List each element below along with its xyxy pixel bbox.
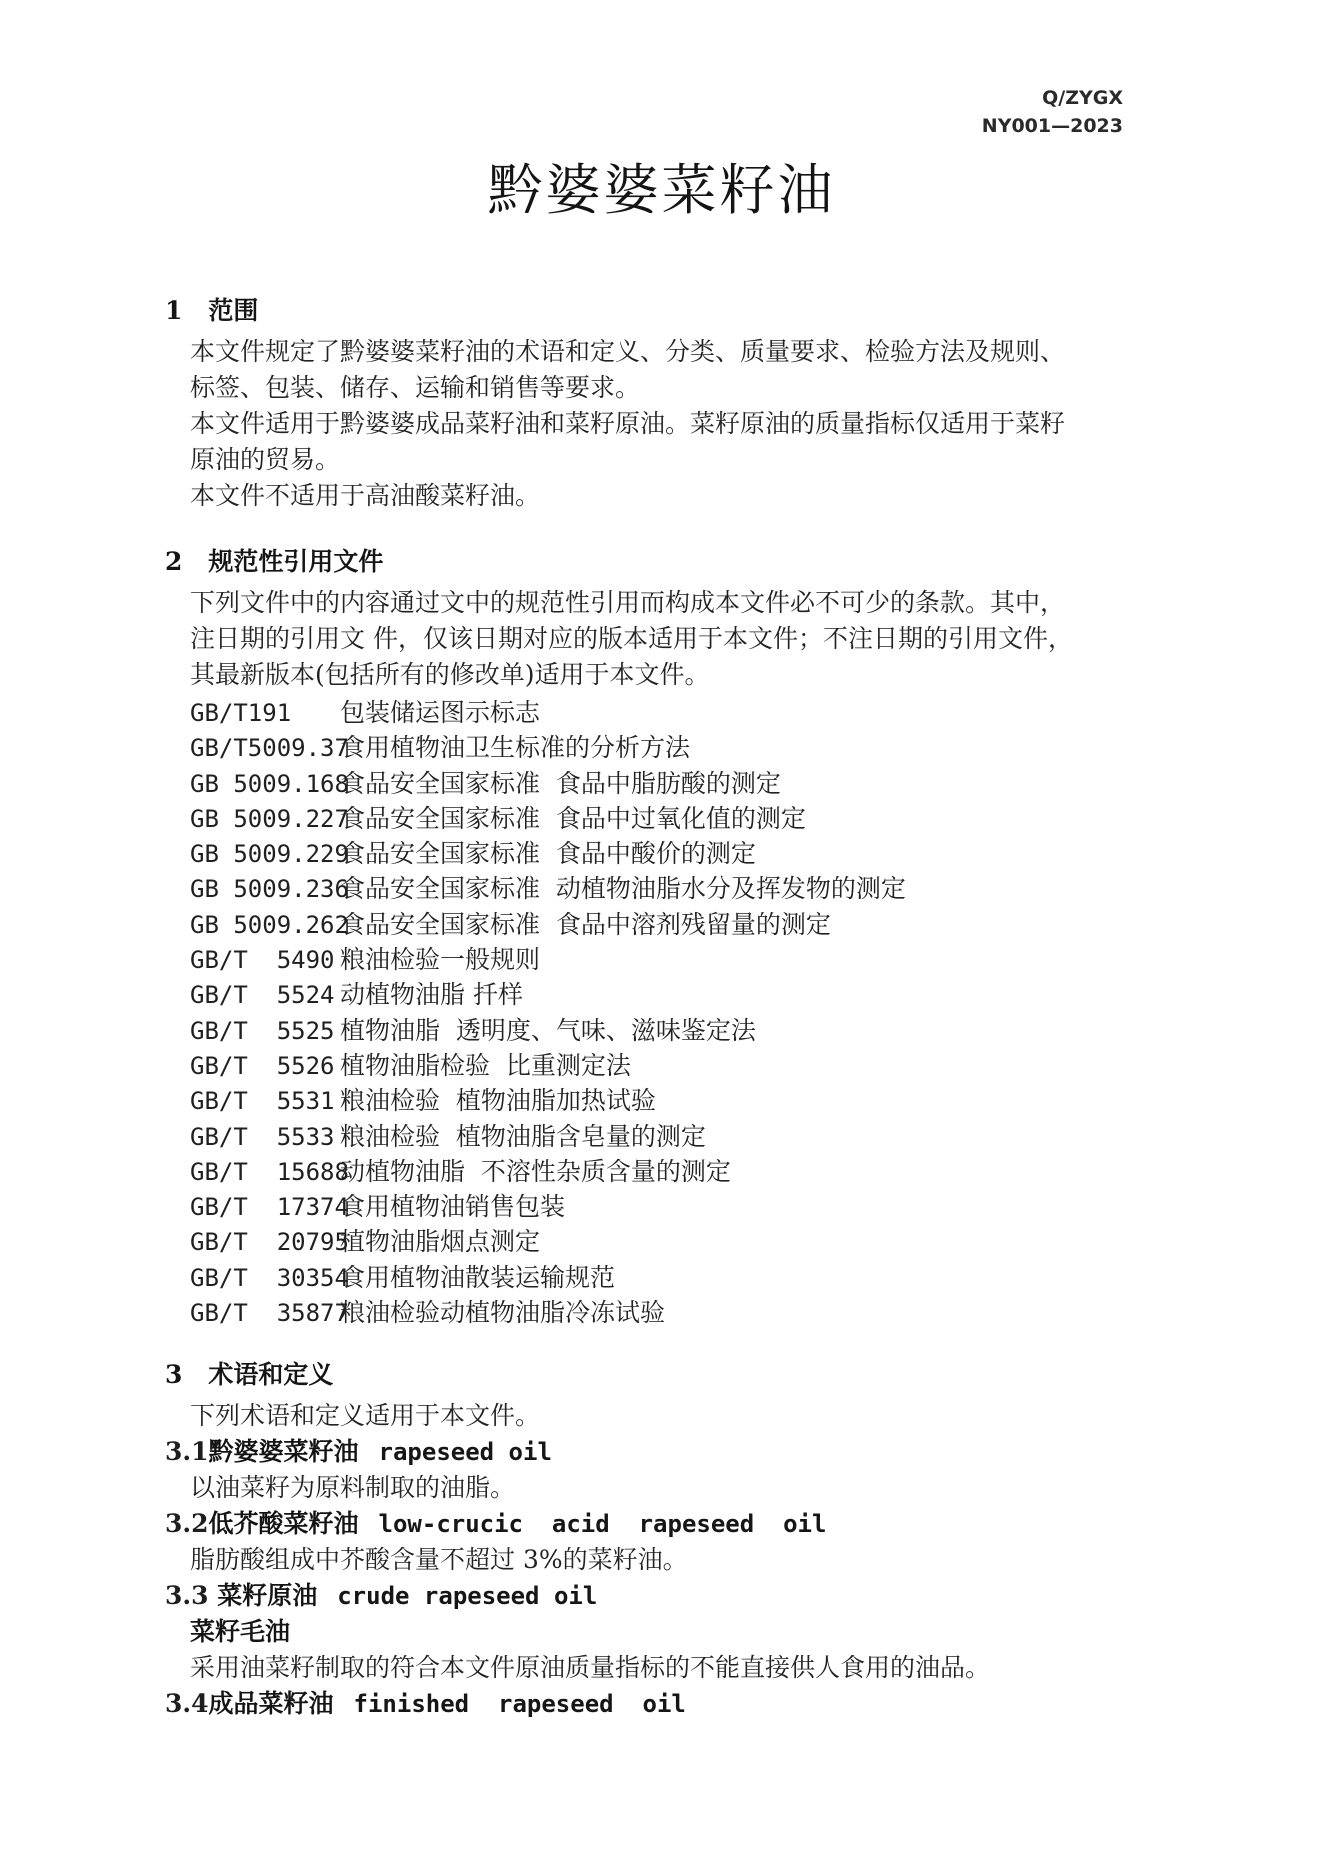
standard-title: 食品安全国家标准 食品中酸价的测定 — [340, 839, 756, 869]
section-2-intro-line: 注日期的引用文 件，仅该日期对应的版本适用于本文件；不注日期的引用文件， — [190, 624, 1073, 653]
standards-list — [165, 695, 1180, 1330]
section-2-intro-line: 其最新版本(包括所有的修改单)适用于本文件。 — [190, 660, 710, 689]
term-definition: 以油菜籽为原料制取的油脂。 — [190, 1473, 516, 1503]
term-name-zh: 成品菜籽油 — [208, 1689, 334, 1719]
term-name-zh: 低芥酸菜籽油 — [208, 1509, 359, 1539]
standard-row — [165, 1083, 1180, 1118]
standard-title: 动植物油脂 不溶性杂质含量的测定 — [340, 1156, 731, 1186]
term-definition: 脂肪酸组成中芥酸含量不超过 3%的菜籽油。 — [190, 1545, 688, 1575]
standard-title: 食品安全国家标准 动植物油脂水分及挥发物的测定 — [340, 874, 906, 904]
standard-code: GB 5009.168 — [190, 769, 349, 798]
standard-code: GB 5009.229 — [190, 840, 349, 869]
term-3-2 — [165, 1506, 1180, 1578]
standard-row — [165, 695, 1180, 730]
standard-title: 植物油脂检验 比重测定法 — [340, 1050, 631, 1080]
standard-code: GB/T 30354 — [190, 1263, 349, 1292]
section-3-number: 3 — [165, 1360, 183, 1390]
standard-row — [165, 942, 1180, 977]
term-heading — [165, 1434, 1180, 1470]
standard-code: GB/T 20795 — [190, 1228, 349, 1257]
standard-row — [165, 1295, 1180, 1330]
standard-title: 食用植物油散装运输规范 — [340, 1262, 616, 1292]
standard-code: GB/T 5490 — [190, 946, 335, 975]
standard-code: GB 5009.262 — [190, 910, 349, 939]
document-body — [165, 296, 1180, 1722]
standard-title: 食品安全国家标准 食品中脂肪酸的测定 — [340, 768, 781, 798]
term-name-en: finished rapeseed oil — [353, 1690, 686, 1719]
term-alias: 菜籽毛油 — [190, 1617, 291, 1647]
standard-row — [165, 1224, 1180, 1259]
section-1-heading — [165, 296, 1180, 326]
standard-row — [165, 1154, 1180, 1189]
term-number: 3.3 — [165, 1581, 218, 1611]
section-1-line: 本文件不适用于高油酸菜籽油。 — [190, 481, 541, 510]
standard-code: GB/T 15688 — [190, 1157, 349, 1186]
term-heading — [165, 1686, 1180, 1722]
doc-code-block — [982, 84, 1123, 140]
section-2-heading — [165, 547, 1180, 577]
standard-code: GB/T 5524 — [190, 981, 335, 1010]
standard-title: 食品安全国家标准 食品中过氧化值的测定 — [340, 803, 806, 833]
standard-row — [165, 1013, 1180, 1048]
term-heading — [165, 1506, 1180, 1542]
standard-code: GB 5009.236 — [190, 875, 349, 904]
term-definition: 采用油菜籽制取的符合本文件原油质量指标的不能直接供人食用的油品。 — [190, 1653, 991, 1683]
standard-row — [165, 871, 1180, 906]
standard-code: GB/T 5533 — [190, 1122, 335, 1151]
standard-code: GB 5009.227 — [190, 804, 349, 833]
term-3-3 — [165, 1578, 1180, 1686]
standard-code: GB/T 35877 — [190, 1299, 349, 1328]
standard-row — [165, 836, 1180, 871]
standard-row — [165, 1119, 1180, 1154]
term-number: 3.2 — [165, 1509, 209, 1539]
term-name-en: crude rapeseed oil — [337, 1582, 598, 1611]
standard-code: GB/T 5526 — [190, 1051, 335, 1080]
standard-title: 植物油脂烟点测定 — [340, 1227, 541, 1257]
standard-title: 粮油检验一般规则 — [340, 945, 541, 975]
term-3-4 — [165, 1686, 1180, 1722]
standard-title: 食用植物油卫生标准的分析方法 — [340, 733, 691, 763]
section-1-line: 本文件规定了黔婆婆菜籽油的术语和定义、分类、质量要求、检验方法及规则、 — [190, 337, 1066, 366]
standard-row — [165, 977, 1180, 1012]
section-3-heading — [165, 1360, 1180, 1390]
section-2-intro-line: 下列文件中的内容通过文中的规范性引用而构成本文件必不可少的条款。其中， — [190, 588, 1066, 617]
standard-code: GB/T 17374 — [190, 1193, 349, 1222]
term-3-1 — [165, 1434, 1180, 1506]
term-number: 3.1 — [165, 1437, 209, 1467]
section-1-title: 范围 — [208, 296, 259, 325]
section-2-number: 2 — [165, 547, 183, 576]
term-heading — [165, 1578, 1180, 1614]
section-1-line: 原油的贸易。 — [190, 445, 341, 474]
standard-title: 动植物油脂 扦样 — [340, 980, 523, 1010]
standard-title: 食用植物油销售包装 — [340, 1192, 566, 1222]
standard-code: GB/T5009.37 — [190, 734, 349, 763]
standard-title: 粮油检验动植物油脂冷冻试验 — [340, 1298, 666, 1328]
standard-title: 粮油检验 植物油脂含皂量的测定 — [340, 1121, 706, 1151]
term-name-en: rapeseed oil — [378, 1438, 552, 1467]
term-name-en: low-crucic acid rapeseed oil — [378, 1510, 827, 1539]
section-1-line: 本文件适用于黔婆婆成品菜籽油和菜籽原油。菜籽原油的质量指标仅适用于菜籽 — [190, 409, 1066, 438]
standard-row — [165, 907, 1180, 942]
doc-class: Q/ZYGX — [1042, 87, 1123, 109]
standard-row — [165, 766, 1180, 801]
standard-code: GB/T 5525 — [190, 1016, 335, 1045]
term-number: 3.4 — [165, 1689, 209, 1719]
term-name-zh: 菜籽原油 — [217, 1581, 318, 1611]
section-2-title: 规范性引用文件 — [208, 547, 384, 576]
standard-title: 粮油检验 植物油脂加热试验 — [340, 1086, 656, 1116]
standard-row — [165, 1189, 1180, 1224]
page-title: 黔婆婆菜籽油 — [487, 158, 836, 222]
term-name-zh: 黔婆婆菜籽油 — [208, 1437, 359, 1467]
standard-title: 食品安全国家标准 食品中溶剂残留量的测定 — [340, 909, 831, 939]
section-1-number: 1 — [165, 296, 183, 325]
standard-row — [165, 730, 1180, 765]
standard-code: GB/T191 — [190, 699, 292, 727]
section-1-line: 标签、包装、储存、运输和销售等要求。 — [190, 373, 641, 402]
standard-code: GB/T 5531 — [190, 1087, 335, 1116]
standard-row — [165, 1260, 1180, 1295]
doc-number: NY001—2023 — [981, 115, 1123, 137]
standard-title: 包装储运图示标志 — [340, 698, 541, 727]
standard-title: 植物油脂 透明度、气味、滋味鉴定法 — [340, 1015, 756, 1045]
standard-row — [165, 1048, 1180, 1083]
standard-row — [165, 801, 1180, 836]
section-3-title: 术语和定义 — [208, 1360, 334, 1390]
section-3-intro: 下列术语和定义适用于本文件。 — [190, 1401, 541, 1431]
